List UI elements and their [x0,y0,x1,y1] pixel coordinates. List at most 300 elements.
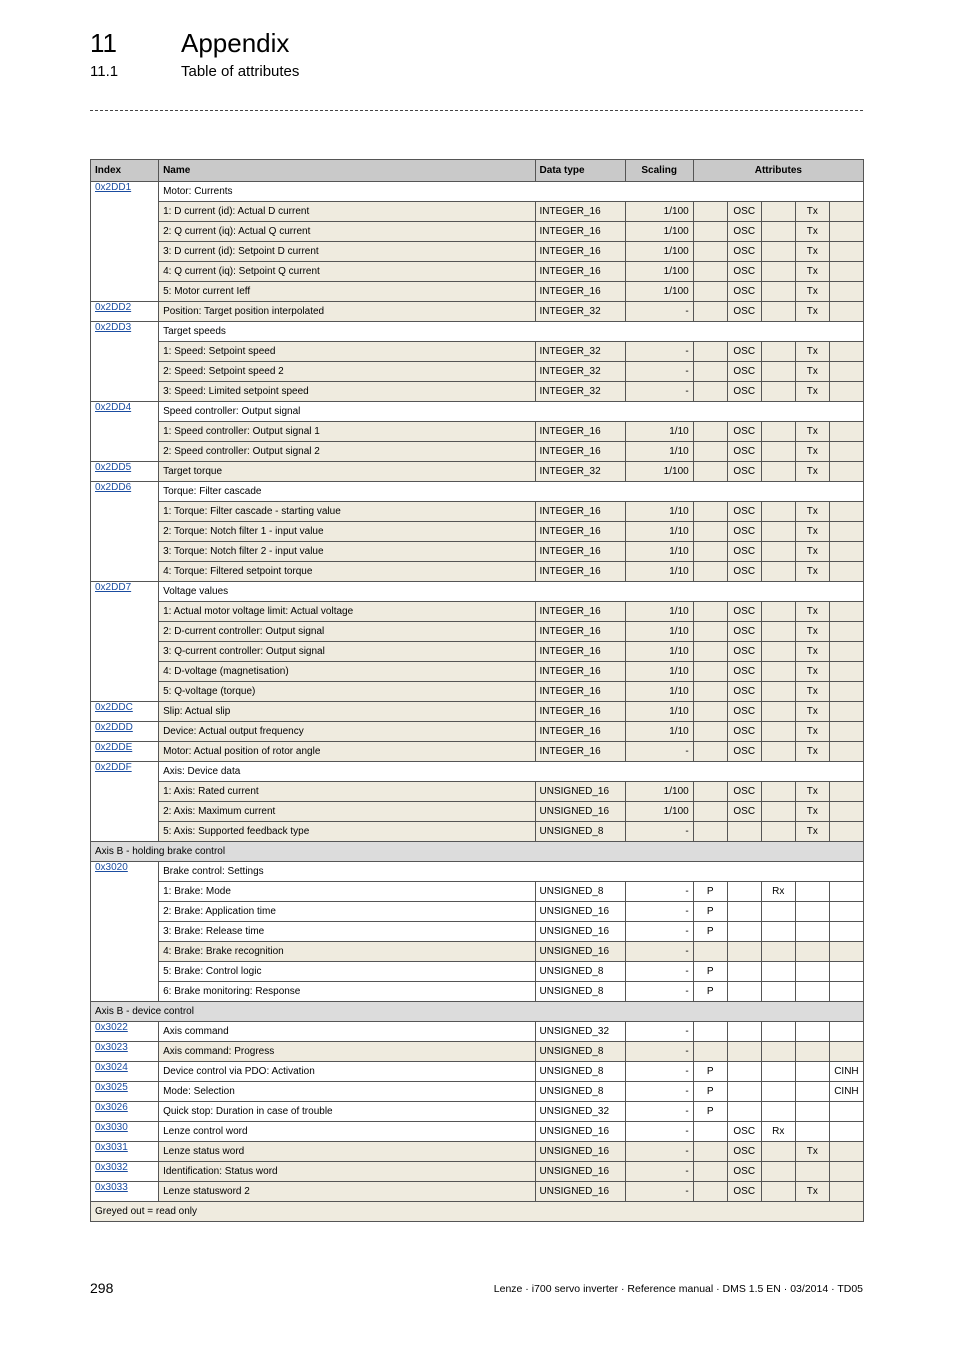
index-link[interactable]: 0x2DD5 [95,462,132,473]
attribute-cell: Tx [795,642,829,662]
name-cell: 1: Speed controller: Output signal 1 [159,422,535,442]
section-label: Axis B - device control [91,1002,864,1022]
attribute-cell [829,962,863,982]
data-type-cell: INTEGER_16 [535,502,625,522]
group-name: Voltage values [159,582,864,602]
attribute-cell: Tx [795,382,829,402]
scaling-cell: 1/100 [625,242,693,262]
index-link[interactable]: 0x3033 [95,1182,128,1193]
attribute-cell: Tx [795,802,829,822]
attribute-cell [761,562,795,582]
name-cell: Lenze statusword 2 [159,1182,535,1202]
attribute-cell [829,302,863,322]
index-cell [91,482,159,582]
chapter-title: Appendix [181,28,290,58]
name-cell: 4: D-voltage (magnetisation) [159,662,535,682]
name-cell: 1: D current (id): Actual D current [159,202,535,222]
attribute-cell [727,1022,761,1042]
name-cell: 3: Q-current controller: Output signal [159,642,535,662]
attribute-cell [693,382,727,402]
group-name: Motor: Currents [159,182,864,202]
group-row [91,482,864,502]
attribute-cell: OSC [727,742,761,762]
index-link[interactable]: 0x3030 [95,1122,128,1133]
attribute-cell [829,942,863,962]
attribute-cell: Tx [795,462,829,482]
data-type-cell: INTEGER_16 [535,442,625,462]
attribute-cell [829,1102,863,1122]
group-name: Speed controller: Output signal [159,402,864,422]
data-type-cell: INTEGER_16 [535,662,625,682]
data-type-cell: UNSIGNED_16 [535,1122,625,1142]
attribute-cell [693,822,727,842]
name-cell: 1: Torque: Filter cascade - starting value [159,502,535,522]
attribute-cell [829,702,863,722]
attribute-cell [693,1182,727,1202]
name-cell: Axis command [159,1022,535,1042]
index-cell [91,702,159,722]
attribute-cell [829,1142,863,1162]
attribute-cell: OSC [727,1182,761,1202]
data-type-cell: INTEGER_16 [535,522,625,542]
attribute-cell: OSC [727,542,761,562]
attribute-cell [829,1042,863,1062]
attribute-cell: OSC [727,1122,761,1142]
attribute-cell: OSC [727,1142,761,1162]
attribute-cell [829,262,863,282]
data-type-cell: INTEGER_16 [535,622,625,642]
index-link[interactable]: 0x2DD6 [95,482,132,493]
name-cell: 2: D-current controller: Output signal [159,622,535,642]
attribute-cell: OSC [727,442,761,462]
index-link[interactable]: 0x2DD2 [95,302,132,313]
data-type-cell: INTEGER_16 [535,642,625,662]
attribute-cell: Tx [795,622,829,642]
group-name: Target speeds [159,322,864,342]
attribute-cell: Tx [795,662,829,682]
attribute-cell: Rx [761,1122,795,1142]
attribute-cell [693,1122,727,1142]
attribute-cell [693,642,727,662]
attribute-cell [829,222,863,242]
subindex-row [91,922,864,942]
footnote: Greyed out = read only [91,1202,864,1222]
data-type-cell: INTEGER_16 [535,282,625,302]
attribute-cell [761,542,795,562]
index-cell [91,1162,159,1182]
index-cell [91,1082,159,1102]
attribute-cell: OSC [727,382,761,402]
attribute-cell [693,362,727,382]
name-cell: 3: D current (id): Setpoint D current [159,242,535,262]
attribute-cell [693,602,727,622]
scaling-cell: 1/10 [625,682,693,702]
name-cell: 3: Brake: Release time [159,922,535,942]
attribute-cell [795,1022,829,1042]
index-link[interactable]: 0x2DDD [95,722,133,733]
subindex-row [91,682,864,702]
subindex-row [91,422,864,442]
index-link[interactable]: 0x2DD3 [95,322,132,333]
table-row [91,1162,864,1182]
subindex-row [91,602,864,622]
attribute-cell [829,882,863,902]
subindex-row [91,942,864,962]
attribute-cell [761,962,795,982]
attribute-cell [693,502,727,522]
data-type-cell: INTEGER_32 [535,462,625,482]
attribute-cell [727,902,761,922]
attribute-cell [693,222,727,242]
group-row [91,582,864,602]
attribute-cell [693,1022,727,1042]
attribute-cell: Tx [795,522,829,542]
attribute-cell [761,262,795,282]
attribute-cell: Tx [795,702,829,722]
name-cell: 2: Q current (iq): Actual Q current [159,222,535,242]
name-cell: 2: Brake: Application time [159,902,535,922]
index-link[interactable]: 0x3026 [95,1102,128,1113]
attribute-cell [761,682,795,702]
data-type-cell: UNSIGNED_8 [535,1062,625,1082]
index-link[interactable]: 0x3025 [95,1082,128,1093]
index-cell [91,1102,159,1122]
attribute-cell [693,242,727,262]
attribute-cell [761,302,795,322]
scaling-cell: - [625,382,693,402]
attribute-cell [829,362,863,382]
data-type-cell: INTEGER_16 [535,422,625,442]
name-cell: Device control via PDO: Activation [159,1062,535,1082]
data-type-cell: INTEGER_32 [535,382,625,402]
attribute-cell [761,1022,795,1042]
attribute-cell [761,922,795,942]
index-cell [91,1022,159,1042]
attribute-cell [795,1062,829,1082]
subindex-row [91,542,864,562]
index-cell [91,722,159,742]
group-row [91,182,864,202]
index-cell [91,302,159,322]
name-cell: Slip: Actual slip [159,702,535,722]
attribute-cell: Tx [795,282,829,302]
table-row [91,1042,864,1062]
attribute-cell [693,422,727,442]
table-row [91,302,864,322]
attribute-cell [761,362,795,382]
scaling-cell: - [625,302,693,322]
attribute-cell [761,1182,795,1202]
attribute-cell [829,742,863,762]
attribute-cell [693,702,727,722]
attribute-cell [693,942,727,962]
index-cell [91,1142,159,1162]
attribute-cell [829,982,863,1002]
data-type-cell: UNSIGNED_8 [535,822,625,842]
attribute-cell [829,1182,863,1202]
index-link[interactable]: 0x3024 [95,1062,128,1073]
data-type-cell: UNSIGNED_8 [535,882,625,902]
name-cell: Identification: Status word [159,1162,535,1182]
attribute-cell [761,622,795,642]
attribute-cell [727,822,761,842]
attribute-cell [761,702,795,722]
attribute-cell [761,1142,795,1162]
index-link[interactable]: 0x2DDE [95,742,133,753]
attribute-cell [829,782,863,802]
data-type-cell: UNSIGNED_8 [535,982,625,1002]
scaling-cell: 1/10 [625,702,693,722]
attribute-cell [693,622,727,642]
table-row [91,1082,864,1102]
attribute-cell: OSC [727,502,761,522]
attribute-cell [829,902,863,922]
footer-doc-info: Lenze · i700 servo inverter · Reference manual · DMS 1.5 EN · 03/2014 · TD05 [493,1283,863,1295]
subindex-row [91,282,864,302]
header-divider [90,110,863,111]
index-link[interactable]: 0x2DD1 [95,182,132,193]
index-link[interactable]: 0x2DD4 [95,402,132,413]
attribute-cell: OSC [727,342,761,362]
index-link[interactable]: 0x3031 [95,1142,128,1153]
table-body [91,182,864,1202]
data-type-cell: INTEGER_16 [535,202,625,222]
index-link[interactable]: 0x2DDC [95,702,133,713]
attribute-cell [693,342,727,362]
name-cell: 4: Q current (iq): Setpoint Q current [159,262,535,282]
subindex-row [91,222,864,242]
attribute-cell [829,682,863,702]
data-type-cell: INTEGER_16 [535,702,625,722]
name-cell: 2: Torque: Notch filter 1 - input value [159,522,535,542]
data-type-cell: INTEGER_16 [535,242,625,262]
scaling-cell: - [625,822,693,842]
index-link[interactable]: 0x2DD7 [95,582,132,593]
attribute-cell [829,1022,863,1042]
table-row [91,1122,864,1142]
group-name: Brake control: Settings [159,862,864,882]
attribute-cell [693,202,727,222]
attribute-cell [795,902,829,922]
scaling-cell: 1/100 [625,202,693,222]
attribute-cell [761,522,795,542]
data-type-cell: INTEGER_16 [535,722,625,742]
subindex-row [91,242,864,262]
attribute-cell [795,922,829,942]
attribute-cell: Tx [795,602,829,622]
attribute-cell [693,782,727,802]
name-cell: 1: Speed: Setpoint speed [159,342,535,362]
attribute-cell: Tx [795,222,829,242]
attribute-cell [761,1062,795,1082]
name-cell: 4: Brake: Brake recognition [159,942,535,962]
attribute-cell: Tx [795,542,829,562]
attribute-cell: Tx [795,302,829,322]
data-type-cell: UNSIGNED_16 [535,1162,625,1182]
name-cell: 1: Actual motor voltage limit: Actual voltage [159,602,535,622]
attribute-cell: Tx [795,442,829,462]
attribute-cell [829,562,863,582]
table-header-row [91,160,864,182]
attribute-cell [829,1122,863,1142]
name-cell: 6: Brake monitoring: Response [159,982,535,1002]
attribute-cell [761,462,795,482]
name-cell: Position: Target position interpolated [159,302,535,322]
index-link[interactable]: 0x3022 [95,1022,128,1033]
index-link[interactable]: 0x2DDF [95,762,132,773]
subindex-row [91,442,864,462]
attribute-cell [761,722,795,742]
subindex-row [91,902,864,922]
attribute-cell [795,962,829,982]
attribute-cell: OSC [727,642,761,662]
group-name: Torque: Filter cascade [159,482,864,502]
attribute-cell [727,882,761,902]
data-type-cell: INTEGER_16 [535,222,625,242]
index-cell [91,742,159,762]
scaling-cell: - [625,342,693,362]
group-row [91,762,864,782]
attribute-cell [727,1082,761,1102]
subindex-row [91,782,864,802]
attribute-cell [693,562,727,582]
attribute-cell: Rx [761,882,795,902]
attribute-cell [693,542,727,562]
attribute-cell: OSC [727,302,761,322]
attribute-cell [761,1102,795,1122]
table-row [91,462,864,482]
name-cell: 4: Torque: Filtered setpoint torque [159,562,535,582]
attribute-cell [761,742,795,762]
attribute-cell [795,1162,829,1182]
attribute-cell [693,1162,727,1182]
attribute-cell: Tx [795,1142,829,1162]
scaling-cell: 1/10 [625,562,693,582]
attribute-cell: OSC [727,1162,761,1182]
scaling-cell: 1/10 [625,622,693,642]
attribute-cell [693,1142,727,1162]
attribute-cell [693,522,727,542]
data-type-cell: UNSIGNED_16 [535,1142,625,1162]
scaling-cell: 1/10 [625,422,693,442]
attribute-cell [829,662,863,682]
table-row [91,1182,864,1202]
scaling-cell: 1/100 [625,462,693,482]
scaling-cell: 1/10 [625,542,693,562]
attribute-cell [761,422,795,442]
header-scaling: Scaling [625,160,693,182]
index-cell [91,1122,159,1142]
attribute-cell: Tx [795,562,829,582]
attribute-cell: Tx [795,742,829,762]
name-cell: Motor: Actual position of rotor angle [159,742,535,762]
subindex-row [91,522,864,542]
attribute-cell: OSC [727,702,761,722]
section-row [91,1002,864,1022]
scaling-cell: - [625,982,693,1002]
group-name: Axis: Device data [159,762,864,782]
scaling-cell: 1/100 [625,282,693,302]
index-link[interactable]: 0x3023 [95,1042,128,1053]
attribute-cell [693,282,727,302]
name-cell: 5: Q-voltage (torque) [159,682,535,702]
group-row [91,862,864,882]
name-cell: Axis command: Progress [159,1042,535,1062]
attribute-cell: OSC [727,262,761,282]
attribute-cell: Tx [795,262,829,282]
index-cell [91,862,159,1002]
attribute-cell [727,942,761,962]
attribute-cell [727,982,761,1002]
scaling-cell: - [625,942,693,962]
attribute-cell [693,722,727,742]
attribute-cell [829,382,863,402]
attribute-cell: P [693,922,727,942]
attribute-cell [829,722,863,742]
table-row [91,1142,864,1162]
index-link[interactable]: 0x3032 [95,1162,128,1173]
index-cell [91,1062,159,1082]
name-cell: 5: Axis: Supported feedback type [159,822,535,842]
attribute-cell [795,1042,829,1062]
attribute-cell: Tx [795,1182,829,1202]
attribute-cell [829,642,863,662]
subindex-row [91,962,864,982]
section-row [91,842,864,862]
name-cell: Quick stop: Duration in case of trouble [159,1102,535,1122]
attribute-cell [727,1062,761,1082]
attribute-cell [761,1042,795,1062]
attribute-cell: OSC [727,622,761,642]
scaling-cell: - [625,1142,693,1162]
scaling-cell: - [625,1082,693,1102]
page-number: 298 [90,1280,114,1296]
attribute-cell [727,1102,761,1122]
name-cell: 5: Brake: Control logic [159,962,535,982]
section-title: Table of attributes [181,63,300,80]
index-link[interactable]: 0x3020 [95,862,128,873]
name-cell: Device: Actual output frequency [159,722,535,742]
data-type-cell: INTEGER_16 [535,602,625,622]
attribute-cell [693,682,727,702]
attribute-cell [761,202,795,222]
attribute-cell [795,882,829,902]
attribute-cell [795,942,829,962]
attribute-cell: Tx [795,682,829,702]
name-cell: 1: Axis: Rated current [159,782,535,802]
attribute-cell: OSC [727,662,761,682]
attribute-cell: OSC [727,802,761,822]
attribute-cell [761,802,795,822]
scaling-cell: - [625,1182,693,1202]
index-cell [91,582,159,702]
data-type-cell: INTEGER_32 [535,342,625,362]
table-row [91,722,864,742]
data-type-cell: INTEGER_16 [535,562,625,582]
attribute-cell: OSC [727,562,761,582]
attribute-cell [727,962,761,982]
scaling-cell: - [625,1042,693,1062]
index-cell [91,182,159,302]
data-type-cell: UNSIGNED_16 [535,922,625,942]
attribute-cell [761,1082,795,1102]
attribute-cell [829,522,863,542]
subindex-row [91,262,864,282]
attribute-cell [761,642,795,662]
attribute-cell: OSC [727,282,761,302]
subindex-row [91,802,864,822]
data-type-cell: INTEGER_32 [535,362,625,382]
